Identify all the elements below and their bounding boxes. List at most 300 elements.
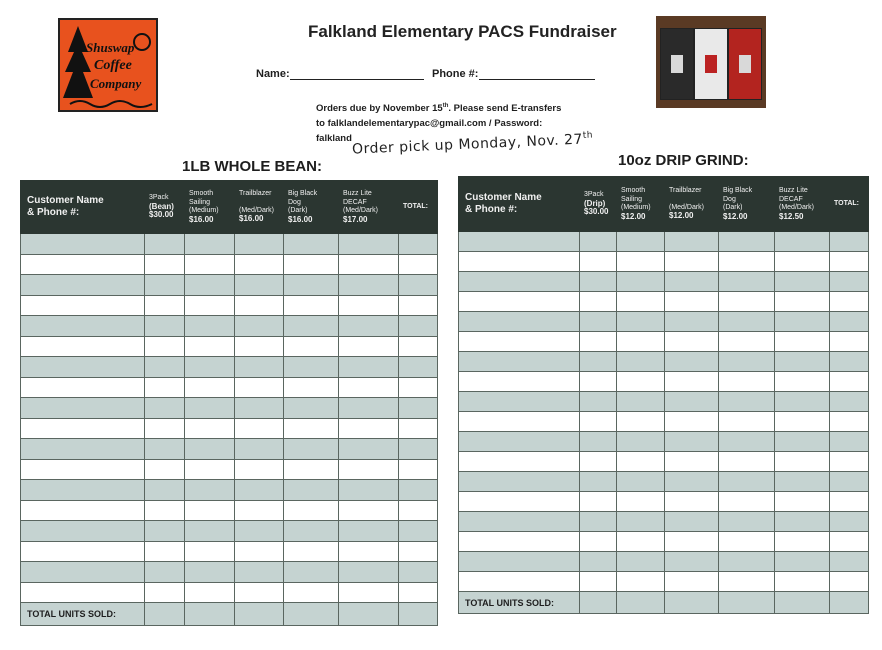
customer-cell[interactable] <box>21 357 145 378</box>
customer-cell[interactable] <box>459 412 580 432</box>
quantity-cell[interactable] <box>775 512 830 532</box>
total-cell[interactable] <box>830 552 869 572</box>
customer-cell[interactable] <box>459 472 580 492</box>
customer-cell[interactable] <box>21 582 145 603</box>
order-row <box>459 452 869 472</box>
product-header-smooth-sailing <box>617 177 665 232</box>
quantity-cell[interactable] <box>145 295 185 316</box>
quantity-cell[interactable] <box>775 252 830 272</box>
quantity-cell[interactable] <box>665 232 719 252</box>
quantity-cell[interactable] <box>665 272 719 292</box>
quantity-cell[interactable] <box>284 541 339 562</box>
customer-cell[interactable] <box>21 480 145 501</box>
customer-cell[interactable] <box>21 541 145 562</box>
total-cell[interactable] <box>399 398 438 419</box>
total-cell[interactable] <box>399 459 438 480</box>
quantity-cell[interactable] <box>339 480 399 501</box>
quantity-cell[interactable] <box>235 521 284 542</box>
quantity-cell[interactable] <box>719 492 775 512</box>
quantity-cell[interactable] <box>775 332 830 352</box>
quantity-cell[interactable] <box>580 432 617 452</box>
customer-header-line1: Customer Name <box>27 195 104 206</box>
quantity-cell[interactable] <box>185 562 235 583</box>
quantity-cell[interactable] <box>339 295 399 316</box>
quantity-cell[interactable] <box>339 459 399 480</box>
quantity-cell[interactable] <box>284 275 339 296</box>
total-cell[interactable] <box>399 377 438 398</box>
quantity-cell[interactable] <box>719 472 775 492</box>
customer-cell[interactable] <box>21 418 145 439</box>
customer-cell[interactable] <box>459 492 580 512</box>
quantity-cell[interactable] <box>665 252 719 272</box>
quantity-cell[interactable] <box>617 472 665 492</box>
product-name-line2: (Bean) <box>149 201 174 211</box>
order-row <box>459 432 869 452</box>
quantity-cell[interactable] <box>284 562 339 583</box>
quantity-cell[interactable] <box>580 292 617 312</box>
customer-cell[interactable] <box>21 521 145 542</box>
customer-cell[interactable] <box>459 392 580 412</box>
quantity-cell[interactable] <box>617 412 665 432</box>
quantity-cell[interactable] <box>719 232 775 252</box>
quantity-cell[interactable] <box>580 232 617 252</box>
quantity-cell[interactable] <box>719 452 775 472</box>
quantity-cell[interactable] <box>775 272 830 292</box>
page-title: Falkland Elementary PACS Fundraiser <box>308 22 617 41</box>
quantity-cell[interactable] <box>339 439 399 460</box>
customer-cell[interactable] <box>459 452 580 472</box>
order-row <box>21 439 438 460</box>
customer-cell[interactable] <box>21 336 145 357</box>
quantity-cell[interactable] <box>339 418 399 439</box>
quantity-cell[interactable] <box>235 582 284 603</box>
quantity-cell[interactable] <box>235 234 284 255</box>
customer-cell[interactable] <box>459 552 580 572</box>
quantity-cell[interactable] <box>235 500 284 521</box>
quantity-cell[interactable] <box>580 252 617 272</box>
total-cell[interactable] <box>830 392 869 412</box>
total-cell[interactable] <box>399 275 438 296</box>
quantity-cell[interactable] <box>145 398 185 419</box>
quantity-cell[interactable] <box>665 292 719 312</box>
quantity-cell[interactable] <box>185 480 235 501</box>
quantity-cell[interactable] <box>284 234 339 255</box>
quantity-cell[interactable] <box>665 412 719 432</box>
customer-cell[interactable] <box>459 332 580 352</box>
quantity-cell[interactable] <box>719 292 775 312</box>
total-cell[interactable] <box>399 480 438 501</box>
quantity-cell[interactable] <box>617 512 665 532</box>
quantity-cell[interactable] <box>617 332 665 352</box>
quantity-cell[interactable] <box>284 500 339 521</box>
quantity-cell[interactable] <box>284 254 339 275</box>
customer-cell[interactable] <box>21 439 145 460</box>
quantity-cell[interactable] <box>284 357 339 378</box>
quantity-cell[interactable] <box>145 336 185 357</box>
total-cell[interactable] <box>399 500 438 521</box>
total-cell[interactable] <box>830 432 869 452</box>
quantity-cell[interactable] <box>339 254 399 275</box>
quantity-cell[interactable] <box>665 512 719 532</box>
quantity-cell[interactable] <box>617 312 665 332</box>
quantity-cell[interactable] <box>145 234 185 255</box>
quantity-cell[interactable] <box>145 254 185 275</box>
product-header-big-black-dog <box>719 177 775 232</box>
customer-cell[interactable] <box>459 272 580 292</box>
total-cell[interactable] <box>399 357 438 378</box>
quantity-cell[interactable] <box>235 398 284 419</box>
quantity-cell[interactable] <box>145 418 185 439</box>
total-cell[interactable] <box>399 295 438 316</box>
total-cell[interactable] <box>399 418 438 439</box>
total-units-cell[interactable] <box>399 603 438 626</box>
quantity-cell[interactable] <box>580 392 617 412</box>
quantity-cell[interactable] <box>235 439 284 460</box>
quantity-cell[interactable] <box>339 541 399 562</box>
quantity-cell[interactable] <box>235 254 284 275</box>
quantity-cell[interactable] <box>719 512 775 532</box>
quantity-cell[interactable] <box>665 492 719 512</box>
quantity-cell[interactable] <box>617 572 665 592</box>
total-cell[interactable] <box>830 372 869 392</box>
total-units-cell[interactable] <box>284 603 339 626</box>
phone-field-line[interactable] <box>479 79 595 80</box>
order-row <box>459 532 869 552</box>
quantity-cell[interactable] <box>719 332 775 352</box>
total-units-cell[interactable] <box>145 603 185 626</box>
quantity-cell[interactable] <box>145 480 185 501</box>
quantity-cell[interactable] <box>235 459 284 480</box>
quantity-cell[interactable] <box>145 500 185 521</box>
product-header-buzz-lite-decaf <box>339 181 399 234</box>
quantity-cell[interactable] <box>235 275 284 296</box>
customer-cell[interactable] <box>21 316 145 337</box>
product-name-line1: Big Black <box>288 190 318 197</box>
quantity-cell[interactable] <box>284 295 339 316</box>
quantity-cell[interactable] <box>235 562 284 583</box>
customer-cell[interactable] <box>21 377 145 398</box>
quantity-cell[interactable] <box>719 252 775 272</box>
quantity-cell[interactable] <box>339 234 399 255</box>
quantity-cell[interactable] <box>665 332 719 352</box>
quantity-cell[interactable] <box>719 412 775 432</box>
total-cell[interactable] <box>830 352 869 372</box>
quantity-cell[interactable] <box>284 377 339 398</box>
quantity-cell[interactable] <box>719 312 775 332</box>
quantity-cell[interactable] <box>617 552 665 572</box>
total-cell[interactable] <box>830 292 869 312</box>
quantity-cell[interactable] <box>775 472 830 492</box>
quantity-cell[interactable] <box>284 418 339 439</box>
quantity-cell[interactable] <box>185 459 235 480</box>
quantity-cell[interactable] <box>145 316 185 337</box>
total-cell[interactable] <box>399 254 438 275</box>
product-price: $30.00 <box>149 210 174 220</box>
quantity-cell[interactable] <box>145 562 185 583</box>
quantity-cell[interactable] <box>617 372 665 392</box>
total-units-cell[interactable] <box>339 603 399 626</box>
quantity-cell[interactable] <box>339 377 399 398</box>
quantity-cell[interactable] <box>665 352 719 372</box>
total-cell[interactable] <box>399 582 438 603</box>
total-units-cell[interactable] <box>719 592 775 614</box>
quantity-cell[interactable] <box>235 480 284 501</box>
total-cell[interactable] <box>399 541 438 562</box>
quantity-cell[interactable] <box>284 582 339 603</box>
quantity-cell[interactable] <box>775 412 830 432</box>
quantity-cell[interactable] <box>665 552 719 572</box>
quantity-cell[interactable] <box>719 552 775 572</box>
quantity-cell[interactable] <box>145 377 185 398</box>
quantity-cell[interactable] <box>580 552 617 572</box>
quantity-cell[interactable] <box>145 275 185 296</box>
quantity-cell[interactable] <box>775 292 830 312</box>
notes-line2: to falklandelementarypac@gmail.com / Password: <box>316 118 543 130</box>
order-row <box>21 521 438 542</box>
quantity-cell[interactable] <box>185 582 235 603</box>
total-cell[interactable] <box>830 332 869 352</box>
quantity-cell[interactable] <box>185 316 235 337</box>
total-cell[interactable] <box>830 572 869 592</box>
handwritten-sup: th <box>582 130 594 141</box>
total-cell[interactable] <box>830 232 869 252</box>
quantity-cell[interactable] <box>617 452 665 472</box>
quantity-cell[interactable] <box>235 357 284 378</box>
quantity-cell[interactable] <box>665 452 719 472</box>
quantity-cell[interactable] <box>719 272 775 292</box>
total-cell[interactable] <box>830 312 869 332</box>
total-cell[interactable] <box>399 521 438 542</box>
customer-cell[interactable] <box>21 295 145 316</box>
quantity-cell[interactable] <box>235 418 284 439</box>
total-units-cell[interactable] <box>665 592 719 614</box>
quantity-cell[interactable] <box>235 377 284 398</box>
quantity-cell[interactable] <box>580 412 617 432</box>
quantity-cell[interactable] <box>775 312 830 332</box>
quantity-cell[interactable] <box>775 532 830 552</box>
total-units-label: TOTAL UNITS SOLD: <box>21 603 145 626</box>
quantity-cell[interactable] <box>775 492 830 512</box>
quantity-cell[interactable] <box>775 552 830 572</box>
product-name-line1: Buzz Lite <box>343 190 372 197</box>
total-units-cell[interactable] <box>235 603 284 626</box>
quantity-cell[interactable] <box>665 392 719 412</box>
quantity-cell[interactable] <box>719 432 775 452</box>
quantity-cell[interactable] <box>185 336 235 357</box>
total-cell[interactable] <box>399 234 438 255</box>
quantity-cell[interactable] <box>665 372 719 392</box>
customer-cell[interactable] <box>21 500 145 521</box>
product-name-line2: Dog <box>723 195 736 203</box>
quantity-cell[interactable] <box>185 254 235 275</box>
total-cell[interactable] <box>830 532 869 552</box>
quantity-cell[interactable] <box>580 572 617 592</box>
quantity-cell[interactable] <box>235 336 284 357</box>
quantity-cell[interactable] <box>339 582 399 603</box>
quantity-cell[interactable] <box>617 392 665 412</box>
quantity-cell[interactable] <box>145 459 185 480</box>
quantity-cell[interactable] <box>580 492 617 512</box>
quantity-cell[interactable] <box>185 521 235 542</box>
quantity-cell[interactable] <box>339 562 399 583</box>
customer-cell[interactable] <box>459 512 580 532</box>
total-cell[interactable] <box>830 452 869 472</box>
quantity-cell[interactable] <box>775 432 830 452</box>
quantity-cell[interactable] <box>284 459 339 480</box>
quantity-cell[interactable] <box>284 480 339 501</box>
customer-cell[interactable] <box>459 292 580 312</box>
quantity-cell[interactable] <box>580 452 617 472</box>
quantity-cell[interactable] <box>617 352 665 372</box>
total-units-cell[interactable] <box>580 592 617 614</box>
quantity-cell[interactable] <box>617 292 665 312</box>
quantity-cell[interactable] <box>580 272 617 292</box>
quantity-cell[interactable] <box>665 472 719 492</box>
quantity-cell[interactable] <box>235 316 284 337</box>
order-row <box>21 254 438 275</box>
quantity-cell[interactable] <box>665 532 719 552</box>
order-row <box>459 312 869 332</box>
total-units-cell[interactable] <box>617 592 665 614</box>
total-units-cell[interactable] <box>185 603 235 626</box>
quantity-cell[interactable] <box>775 572 830 592</box>
quantity-cell[interactable] <box>284 336 339 357</box>
quantity-cell[interactable] <box>339 357 399 378</box>
quantity-cell[interactable] <box>185 234 235 255</box>
total-units-row <box>459 592 869 614</box>
quantity-cell[interactable] <box>580 332 617 352</box>
order-row <box>21 500 438 521</box>
quantity-cell[interactable] <box>145 582 185 603</box>
quantity-cell[interactable] <box>185 275 235 296</box>
quantity-cell[interactable] <box>580 352 617 372</box>
quantity-cell[interactable] <box>339 336 399 357</box>
total-cell[interactable] <box>830 472 869 492</box>
quantity-cell[interactable] <box>665 432 719 452</box>
name-field-line[interactable] <box>290 79 424 80</box>
order-row <box>459 352 869 372</box>
quantity-cell[interactable] <box>185 377 235 398</box>
handwritten-text: Order pick up Monday, Nov. 27 <box>351 131 584 158</box>
quantity-cell[interactable] <box>617 532 665 552</box>
quantity-cell[interactable] <box>339 500 399 521</box>
quantity-cell[interactable] <box>719 352 775 372</box>
total-cell[interactable] <box>830 512 869 532</box>
total-units-row <box>21 603 438 626</box>
quantity-cell[interactable] <box>617 492 665 512</box>
total-cell[interactable] <box>399 336 438 357</box>
customer-cell[interactable] <box>21 234 145 255</box>
quantity-cell[interactable] <box>719 392 775 412</box>
quantity-cell[interactable] <box>775 372 830 392</box>
quantity-cell[interactable] <box>775 352 830 372</box>
quantity-cell[interactable] <box>145 521 185 542</box>
quantity-cell[interactable] <box>719 372 775 392</box>
customer-cell[interactable] <box>459 352 580 372</box>
customer-cell[interactable] <box>21 398 145 419</box>
quantity-cell[interactable] <box>339 275 399 296</box>
quantity-cell[interactable] <box>284 316 339 337</box>
quantity-cell[interactable] <box>665 572 719 592</box>
product-price: $16.00 <box>288 214 313 224</box>
quantity-cell[interactable] <box>580 532 617 552</box>
customer-name-header <box>21 181 145 234</box>
quantity-cell[interactable] <box>719 572 775 592</box>
quantity-cell[interactable] <box>185 500 235 521</box>
total-cell[interactable] <box>830 252 869 272</box>
quantity-cell[interactable] <box>775 452 830 472</box>
drip-grind-title: 10oz DRIP GRIND: <box>618 152 749 169</box>
quantity-cell[interactable] <box>284 439 339 460</box>
total-cell[interactable] <box>830 412 869 432</box>
quantity-cell[interactable] <box>617 432 665 452</box>
quantity-cell[interactable] <box>580 512 617 532</box>
quantity-cell[interactable] <box>339 316 399 337</box>
product-header-trailblazer <box>235 181 284 234</box>
total-cell[interactable] <box>830 272 869 292</box>
quantity-cell[interactable] <box>185 541 235 562</box>
quantity-cell[interactable] <box>580 372 617 392</box>
customer-header-line2: & Phone #: <box>465 204 518 215</box>
quantity-cell[interactable] <box>284 521 339 542</box>
quantity-cell[interactable] <box>145 541 185 562</box>
quantity-cell[interactable] <box>665 312 719 332</box>
total-cell[interactable] <box>399 562 438 583</box>
quantity-cell[interactable] <box>235 541 284 562</box>
customer-cell[interactable] <box>459 432 580 452</box>
quantity-cell[interactable] <box>145 439 185 460</box>
quantity-cell[interactable] <box>185 398 235 419</box>
total-cell[interactable] <box>830 492 869 512</box>
order-row <box>21 398 438 419</box>
quantity-cell[interactable] <box>719 532 775 552</box>
customer-cell[interactable] <box>459 532 580 552</box>
quantity-cell[interactable] <box>145 357 185 378</box>
product-header-3pack <box>580 177 617 232</box>
total-units-cell[interactable] <box>830 592 869 614</box>
customer-cell[interactable] <box>459 572 580 592</box>
quantity-cell[interactable] <box>775 392 830 412</box>
quantity-cell[interactable] <box>185 357 235 378</box>
quantity-cell[interactable] <box>185 439 235 460</box>
quantity-cell[interactable] <box>775 232 830 252</box>
customer-cell[interactable] <box>21 275 145 296</box>
customer-cell[interactable] <box>459 312 580 332</box>
customer-cell[interactable] <box>21 562 145 583</box>
quantity-cell[interactable] <box>185 418 235 439</box>
quantity-cell[interactable] <box>617 272 665 292</box>
total-cell[interactable] <box>399 316 438 337</box>
quantity-cell[interactable] <box>339 521 399 542</box>
customer-cell[interactable] <box>459 232 580 252</box>
order-row <box>459 232 869 252</box>
quantity-cell[interactable] <box>617 232 665 252</box>
customer-cell[interactable] <box>21 254 145 275</box>
quantity-cell[interactable] <box>580 312 617 332</box>
quantity-cell[interactable] <box>580 472 617 492</box>
total-units-cell[interactable] <box>775 592 830 614</box>
quantity-cell[interactable] <box>235 295 284 316</box>
customer-cell[interactable] <box>459 252 580 272</box>
quantity-cell[interactable] <box>185 295 235 316</box>
customer-cell[interactable] <box>459 372 580 392</box>
customer-cell[interactable] <box>21 459 145 480</box>
total-cell[interactable] <box>399 439 438 460</box>
quantity-cell[interactable] <box>339 398 399 419</box>
product-roast: (Dark) <box>288 207 308 214</box>
quantity-cell[interactable] <box>617 252 665 272</box>
quantity-cell[interactable] <box>284 398 339 419</box>
